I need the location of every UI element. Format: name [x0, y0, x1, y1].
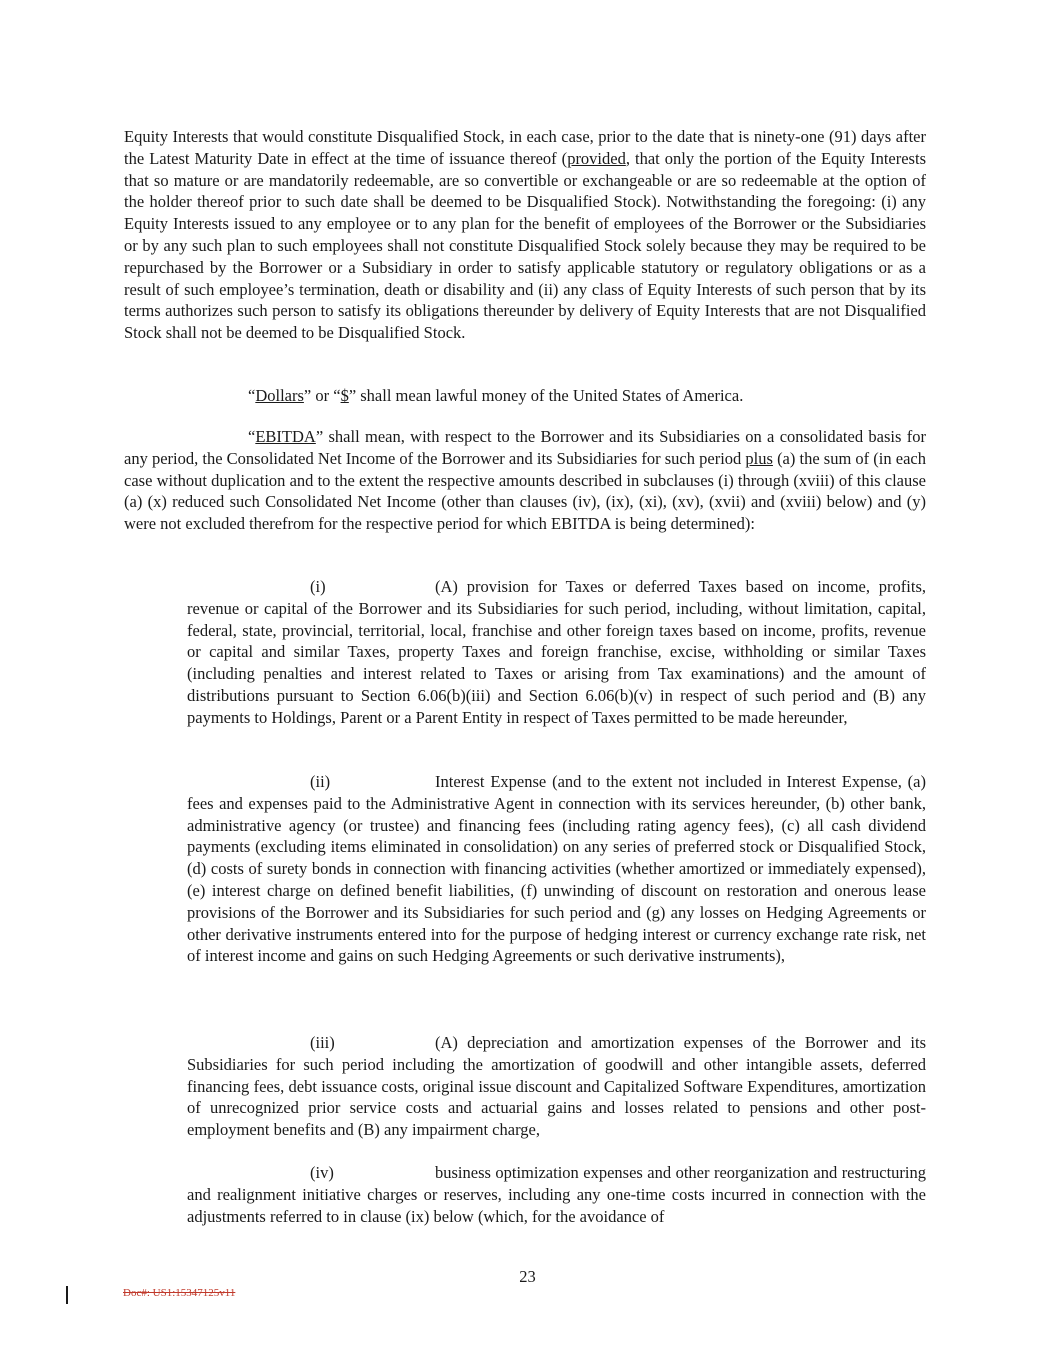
dollars-definition-text: ” shall mean lawful money of the United States of America.: [348, 386, 744, 405]
clause-ii: [187, 771, 926, 967]
change-bar: [66, 1286, 68, 1304]
intro-text-2: , that only the portion of the Equity Interests that so mature or are mandatorily redeemable, are so convertible or exchangeable or are so redeemable at the option of the holder thereof prior to such date shall be deemed to be Disqualified Stock). Notwithstanding the foregoing: (i) any Equity Interests issued to any employee or to any plan for the benefit of employees of the Borrower or the Subsidiaries or by any such plan to such employees shall not constitute Disqualified Stock solely because they may be required to be repurchased by the Borrower or a Subsidiary in order to satisfy applicable statutory or regulatory obligations or as a result of such employee’s termination, death or disability and (ii) any class of Equity Interests of such person that by its terms authorizes such person to satisfy its obligations thereunder by delivery of Equity Interests that are not Disqualified Stock shall not be deemed to be Disqualified Stock.: [124, 148, 926, 343]
ebitda-definition-paragraph: “EBITDA” shall mean, with respect to the Borrower and its Subsidiaries on a consolidated basis for any period, the Consolidated Net Income of the Borrower and its Subsidiaries for such period plus (a) the sum of (in each case without duplication and to the extent the respective amounts described in subclauses (i) through (xviii) of this clause (a) (x) reduced such Consolidated Net Income (other than clauses (iv), (ix), (xi), (xv), (xvii) and (xviii) below) and (y) were not excluded therefrom for the respective period for which EBITDA is being determined):: [124, 427, 926, 534]
clause-number: (i): [310, 577, 326, 596]
clause-i: [187, 576, 926, 729]
clause-number: (ii): [310, 772, 331, 791]
clause-number: (iv): [310, 1163, 334, 1182]
provided-term: provided: [567, 148, 626, 168]
ebitda-defined-term: EBITDA: [255, 427, 316, 446]
dollars-defined-term: Dollars: [255, 386, 304, 405]
ebitda-text-2: (a) the sum of (in each case without duplication and to the extent the respective amounts described in subclauses (i) through (xviii) of this clause (a) (x) reduced such Consolidated Net Income (other than clauses (iv), (ix), (xi), (xv), (xvii) and (xviii) below) and (y) were not excluded therefrom for the respective period for which EBITDA is being determined):: [124, 448, 926, 534]
clause-number: (iii): [310, 1033, 335, 1052]
clause-text: Interest Expense (and to the extent not included in Interest Expense, (a) fees and expenses paid to the Administrative Agent in connection with its services hereunder, (b) other bank, administrative agency (or trustee) and financing fees (including rating agency fees), (c) all cash dividend payments (excluding items eliminated in consolidation) on any series of preferred stock or Disqualified Stock, (d) costs of surety bonds in connection with financing activities (whether amortized or immediately expensed), (e) interest charge on defined benefit liabilities, (f) unwinding of discount on restoration and onerous lease provisions of the Borrower and its Subsidiaries for such period and (g) any losses on Hedging Agreements or other derivative instruments entered into for the purpose of hedging interest or currency exchange rate risk, net of interest income and gains on such Hedging Agreements or such derivative instruments),: [187, 772, 926, 966]
dollars-definition-paragraph: “Dollars” or “$” shall mean lawful money of the United States of America.: [248, 386, 744, 405]
clause-iii: [187, 1032, 926, 1141]
clause-text: (A) provision for Taxes or deferred Taxes based on income, profits, revenue or capital of the Borrower and its Subsidiaries for such period, including, without limitation, capital, federal, state, provincial, territorial, local, franchise and other foreign taxes based on income, profits, revenue or capital and similar Taxes, property Taxes and foreign franchise, excise, withholding or similar Taxes (including penalties and interest related to Taxes or arising from Tax examinations) and the amount of distributions pursuant to Section 6.06(b)(iii) and Section 6.06(b)(v) in respect of such period and (B) any payments to Holdings, Parent or a Parent Entity in respect of Taxes permitted to be made hereunder,: [187, 577, 926, 727]
plus-term: plus: [745, 448, 773, 468]
clause-iv: [187, 1162, 926, 1227]
dollar-symbol-term: $: [340, 386, 349, 405]
page-number: 23: [519, 1267, 536, 1286]
document-id: Doc#: US1:15347125v11: [123, 1287, 236, 1299]
intro-text-1: Equity Interests that would constitute Disqualified Stock, in each case, prior to the date that is ninety-one (91) days after the Latest Maturity Date in effect at the time of issuance thereof (: [124, 127, 926, 168]
clause-text: business optimization expenses and other reorganization and restructuring and realignment initiative charges or reserves, including any one-time costs incurred in connection with the adjustments referred to in clause (ix) below (which, for the avoidance of: [187, 1163, 926, 1226]
ebitda-text-1: ” shall mean, with respect to the Borrower and its Subsidiaries on a consolidated basis for any period, the Consolidated Net Income of the Borrower and its Subsidiaries for such period: [124, 427, 926, 468]
clause-text: (A) depreciation and amortization expenses of the Borrower and its Subsidiaries for such period including the amortization of goodwill and other intangible assets, deferred financing fees, debt issuance costs, original issue discount and Capitalized Software Expenditures, amortization of unrecognized prior service costs and actuarial gains and losses related to pensions and other post-employment benefits and (B) any impairment charge,: [187, 1033, 926, 1140]
disqualified-stock-continuation-paragraph: [124, 126, 926, 344]
